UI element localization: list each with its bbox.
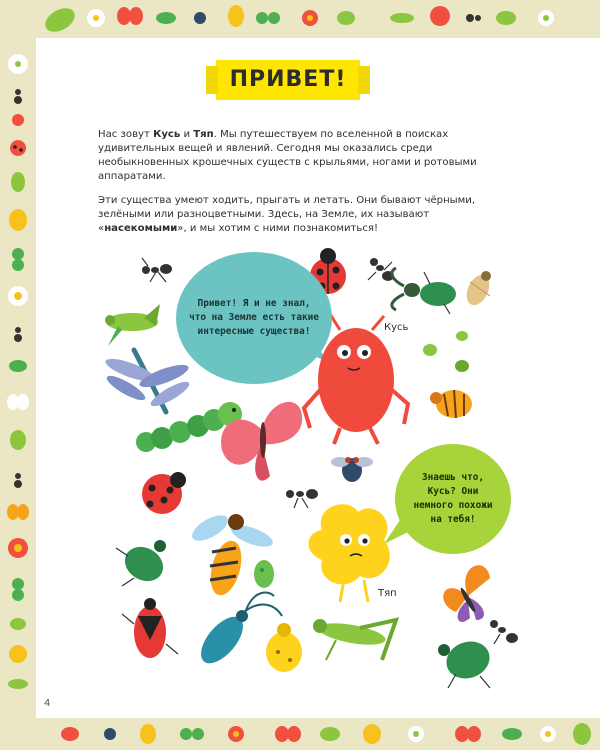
butterfly-icon <box>443 565 490 622</box>
ant-icon <box>368 258 394 281</box>
beetle-icon <box>462 271 494 309</box>
page-title: ПРИВЕТ! <box>229 67 347 92</box>
beetle-icon <box>438 636 495 688</box>
beetle-icon <box>254 560 274 588</box>
ant-icon <box>490 620 518 644</box>
beetle-icon <box>430 390 472 418</box>
bubble-line: на тебя! <box>430 514 476 525</box>
beetle-icon <box>392 268 456 314</box>
kus-label: Кусь <box>384 322 409 333</box>
speech-bubble-text <box>185 297 323 339</box>
beetle-icon <box>266 623 302 672</box>
bubble-line: интересные существа! <box>197 326 311 337</box>
ladybug-icon <box>142 472 186 514</box>
bubble-line: Знаешь что, <box>421 472 485 483</box>
speech-bubble-tyap <box>395 444 511 554</box>
speech-bubble-text <box>409 471 496 527</box>
dragonfly-icon <box>103 350 192 412</box>
aphid-icon <box>456 331 468 341</box>
ant-icon <box>142 258 172 282</box>
intro-text-span: Эти существа умеют ходить, прыгать и летать. Они бывают чёрными, зелёными или разноцветными. Здесь, на Земле, их называют « <box>98 195 476 234</box>
page-number: 4 <box>44 698 51 709</box>
grasshopper-icon <box>105 304 160 346</box>
intro-text-span: и <box>180 129 194 140</box>
aphid-icon <box>455 360 469 372</box>
speech-bubble-kus <box>176 252 332 384</box>
bubble-line: что на Земле есть такие <box>189 312 319 323</box>
grasshopper-icon <box>313 619 396 660</box>
fly-icon <box>331 457 373 482</box>
tyap-label: Тяп <box>378 588 397 599</box>
beetle-icon <box>116 540 169 588</box>
word-insects: насекомыми <box>104 223 178 234</box>
bubble-line: Привет! Я и не знал, <box>197 298 311 309</box>
intro-text-span: », и мы хотим с ними познакомиться! <box>177 223 379 234</box>
aphid-icon <box>423 344 437 356</box>
intro-text-span: . Мы путешествуем по вселенной в поисках удивительных вещей и явлений. Сегодня мы оказались среди необыкновенных крошечных существ с крыльями, ногами и ротовыми аппаратами. <box>98 129 477 182</box>
bubble-line: Кусь? Они <box>427 486 479 497</box>
name-tyap: Тяп <box>193 129 214 140</box>
bubble-line: немного похожи <box>413 500 493 511</box>
ant-icon <box>286 489 318 508</box>
beetle-icon <box>122 598 178 658</box>
name-kus: Кусь <box>153 129 181 140</box>
intro-text-span: Нас зовут <box>98 129 154 140</box>
